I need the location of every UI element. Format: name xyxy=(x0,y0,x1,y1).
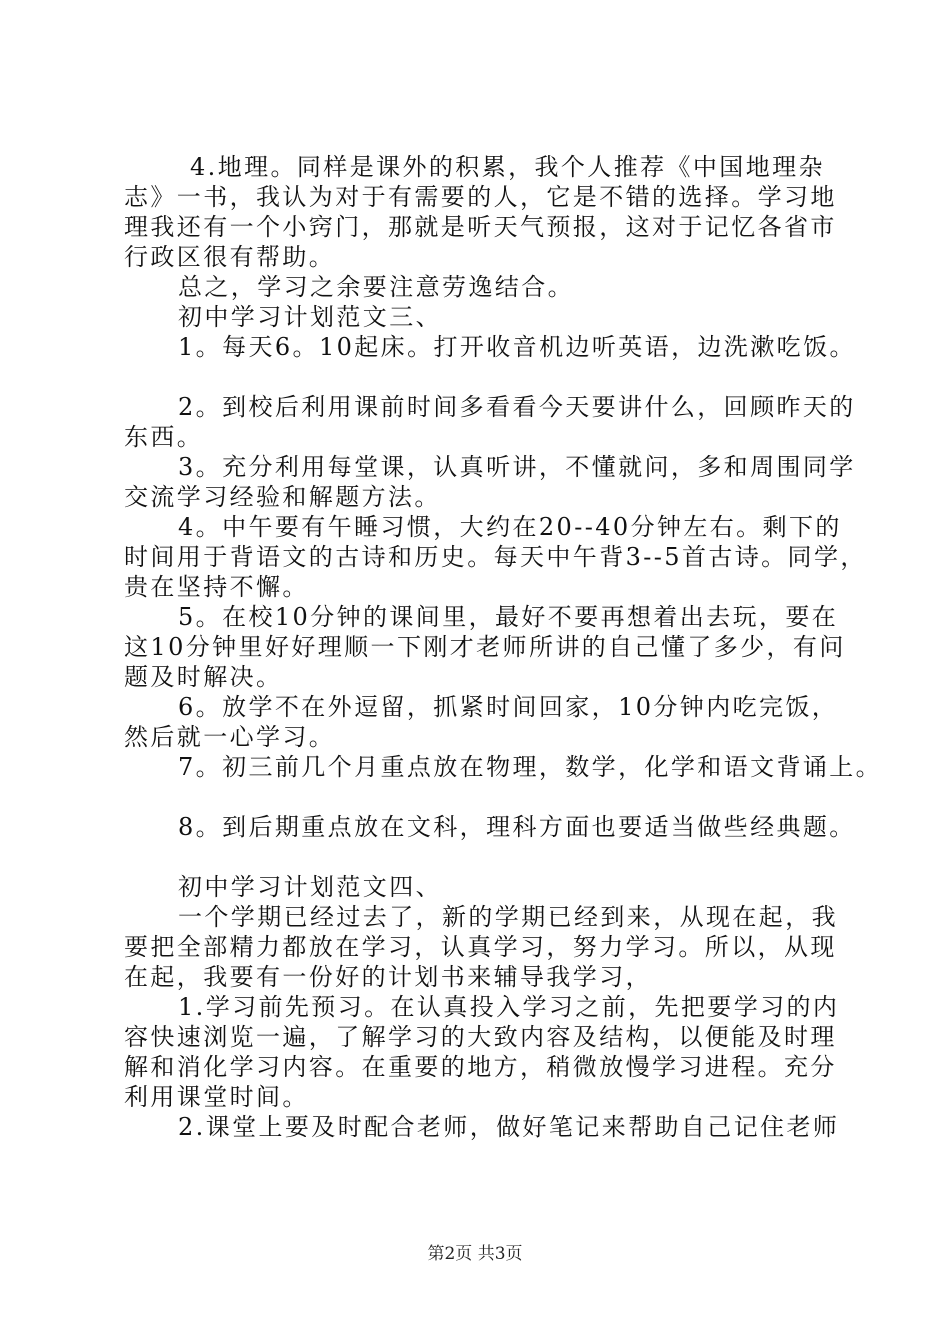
text-line: 理我还有一个小窍门，那就是听天气预报，这对于记忆各省市 xyxy=(124,213,837,241)
text-line: 贵在坚持不懈。 xyxy=(124,573,309,601)
page-number-footer: 第2页 共3页 xyxy=(427,1244,523,1264)
text-line: 一个学期已经过去了，新的学期已经到来，从现在起，我 xyxy=(178,903,838,931)
text-line: 8。到后期重点放在文科，理科方面也要适当做些经典题。 xyxy=(178,813,856,841)
text-line: 行政区很有帮助。 xyxy=(124,243,336,271)
text-line: 5。在校10分钟的课间里，最好不要再想着出去玩，要在 xyxy=(178,603,839,631)
text-line: 7。初三前几个月重点放在物理，数学，化学和语文背诵上。 xyxy=(178,753,883,781)
section-heading: 初中学习计划范文四、 xyxy=(178,873,442,901)
text-line: 解和消化学习内容。在重要的地方，稍微放慢学习进程。充分 xyxy=(124,1053,837,1081)
text-line: 容快速浏览一遍，了解学习的大致内容及结构，以便能及时理 xyxy=(124,1023,837,1051)
text-line: 在起，我要有一份好的计划书来辅导我学习， xyxy=(124,963,652,991)
text-line: 时间用于背语文的古诗和历史。每天中午背3--5首古诗。同学， xyxy=(124,543,867,571)
text-line: 要把全部精力都放在学习，认真学习，努力学习。所以，从现 xyxy=(124,933,837,961)
text-line: 3。充分利用每堂课，认真听讲，不懂就问，多和周围同学 xyxy=(178,453,856,481)
text-line: 4.地理。同样是课外的积累，我个人推荐《中国地理杂 xyxy=(190,153,825,181)
text-line: 交流学习经验和解题方法。 xyxy=(124,483,441,511)
text-line: 6。放学不在外逗留，抓紧时间回家，10分钟内吃完饭， xyxy=(178,693,839,721)
text-line: 2。到校后利用课前时间多看看今天要讲什么，回顾昨天的 xyxy=(178,393,856,421)
text-line: 题及时解决。 xyxy=(124,663,283,691)
text-line: 1.学习前先预习。在认真投入学习之前，先把要学习的内 xyxy=(178,993,840,1021)
text-line: 利用课堂时间。 xyxy=(124,1083,309,1111)
text-line: 2.课堂上要及时配合老师，做好笔记来帮助自己记住老师 xyxy=(178,1113,840,1141)
text-line: 然后就一心学习。 xyxy=(124,723,336,751)
text-line: 这10分钟里好好理顺一下刚才老师所讲的自己懂了多少，有问 xyxy=(124,633,846,661)
text-line: 4。中午要有午睡习惯，大约在20--40分钟左右。剩下的 xyxy=(178,513,842,541)
text-line: 总之，学习之余要注意劳逸结合。 xyxy=(178,273,574,301)
text-line: 志》一书，我认为对于有需要的人，它是不错的选择。学习地 xyxy=(124,183,837,211)
text-line: 1。每天6。10起床。打开收音机边听英语，边洗漱吃饭。 xyxy=(178,333,856,361)
section-heading: 初中学习计划范文三、 xyxy=(178,303,442,331)
text-line: 东西。 xyxy=(124,423,204,451)
